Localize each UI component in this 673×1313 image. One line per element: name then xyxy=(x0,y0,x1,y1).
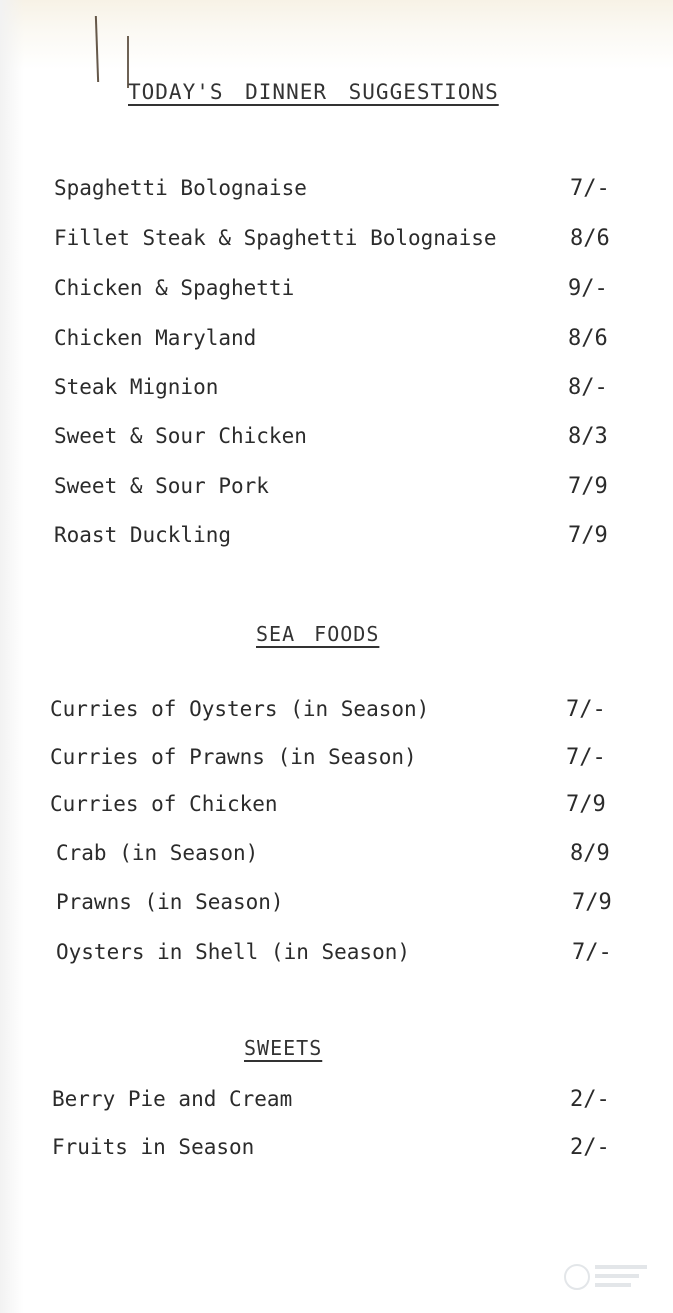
menu-item-name: Curries of Chicken xyxy=(50,792,278,816)
menu-item-name: Prawns (in Season) xyxy=(56,890,284,914)
menu-item-name: Spaghetti Bolognaise xyxy=(54,176,307,200)
menu-item-price: 7/9 xyxy=(572,890,612,915)
menu-item-name: Oysters in Shell (in Season) xyxy=(56,940,411,964)
menu-item-price: 7/- xyxy=(570,176,610,201)
menu-item-price: 8/6 xyxy=(570,226,610,251)
menu-item-price: 2/- xyxy=(570,1087,610,1112)
menu-item-name: Sweet & Sour Pork xyxy=(54,474,269,498)
menu-item-name: Roast Duckling xyxy=(54,523,232,547)
menu-item-price: 8/9 xyxy=(570,841,610,866)
menu-item-price: 9/- xyxy=(568,276,608,301)
menu-item-name: Chicken & Spaghetti xyxy=(54,276,295,300)
menu-item-price: 7/9 xyxy=(568,474,608,499)
menu-item-price: 8/- xyxy=(568,375,608,400)
menu-item-name: Berry Pie and Cream xyxy=(52,1087,293,1111)
menu-item-price: 7/9 xyxy=(566,792,606,817)
sea-foods-heading: SEA FOODS xyxy=(256,622,380,646)
menu-item-price: 7/- xyxy=(566,697,606,722)
sweets-heading: SWEETS xyxy=(244,1036,323,1060)
menu-item-name: Crab (in Season) xyxy=(56,841,259,865)
menu-item-name: Steak Mignion xyxy=(54,375,219,399)
dinner-suggestions-heading: TODAY'S DINNER SUGGESTIONS xyxy=(128,80,499,104)
archive-watermark-icon xyxy=(563,1255,653,1295)
menu-item-name: Chicken Maryland xyxy=(54,326,257,350)
menu-item-name: Fillet Steak & Spaghetti Bolognaise xyxy=(54,226,497,250)
menu-item-price: 7/- xyxy=(566,745,606,770)
paper-edge-shadow xyxy=(0,0,24,1313)
menu-item-price: 8/3 xyxy=(568,424,608,449)
menu-item-price: 2/- xyxy=(570,1135,610,1160)
menu-item-name: Curries of Prawns (in Season) xyxy=(50,745,417,769)
menu-item-name: Curries of Oysters (in Season) xyxy=(50,697,430,721)
menu-item-name: Fruits in Season xyxy=(52,1135,255,1159)
menu-item-name: Sweet & Sour Chicken xyxy=(54,424,307,448)
pin-mark xyxy=(95,16,99,82)
menu-item-price: 8/6 xyxy=(568,326,608,351)
menu-item-price: 7/9 xyxy=(568,523,608,548)
menu-item-price: 7/- xyxy=(572,940,612,965)
